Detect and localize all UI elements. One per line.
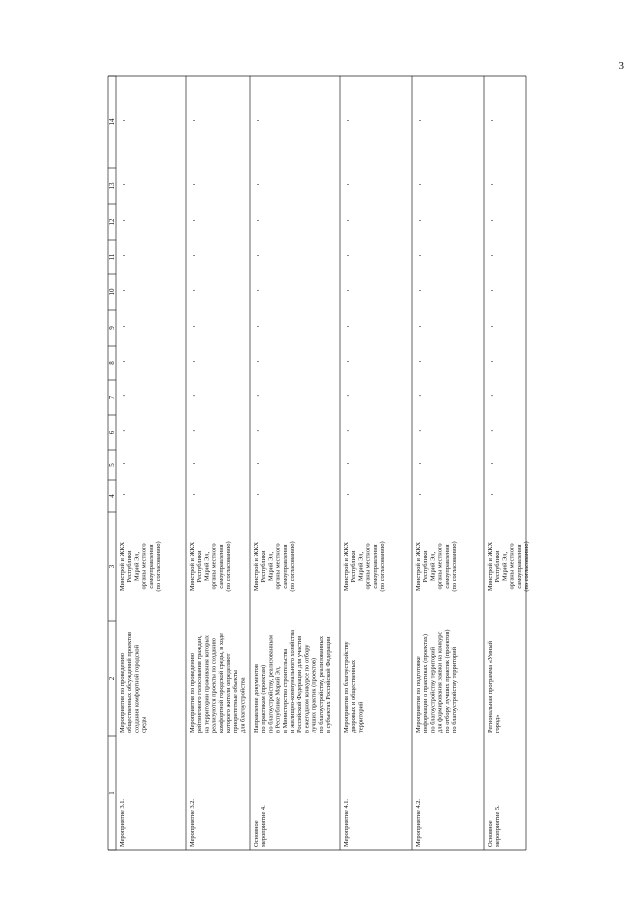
dash-cell: - <box>122 322 126 330</box>
dash-cell: - <box>192 391 196 400</box>
row-executor: Минстрой и ЖКХРеспубликиМарий Эл,органы местногосамоуправления(по согласованию) <box>119 541 162 592</box>
dash-cell: - <box>418 459 422 467</box>
dash-cell: - <box>418 216 422 224</box>
dash-cell: - <box>256 391 260 400</box>
dash-cell: - <box>490 426 494 435</box>
table-row <box>253 116 332 847</box>
column-header-6: 6 <box>108 430 116 435</box>
dash-cell: - <box>346 357 350 365</box>
row-description: Региональная программа «Умныйгород» <box>487 640 502 733</box>
dash-cell: - <box>346 459 350 467</box>
dash-cell: - <box>490 180 494 188</box>
column-header-9: 9 <box>108 326 116 330</box>
column-header-10: 10 <box>108 288 116 296</box>
row-executor: Минстрой и ЖКХРеспубликиМарий Эл,органы местногосамоуправления(по согласованию) <box>253 541 296 592</box>
dash-cell: - <box>256 490 260 498</box>
dash-cell: - <box>256 216 260 224</box>
column-header-5: 5 <box>108 463 116 467</box>
dash-cell: - <box>192 116 196 124</box>
dash-cell: - <box>490 251 494 259</box>
row-description: Мероприятия по подготовкеинформации о практиках (проектах)по благоустройству территорийдля формирования заявки на конкурспо отбору лучших практик (проектов)по благоустройству территорий <box>415 629 458 733</box>
dash-cell: - <box>346 490 350 498</box>
table-row <box>189 116 246 847</box>
dash-cell: - <box>256 286 260 294</box>
dash-cell: - <box>122 251 126 259</box>
dash-cell: - <box>346 216 350 224</box>
column-header-2: 2 <box>108 676 116 681</box>
dash-cell: - <box>418 180 422 188</box>
row-description: Мероприятия по проведениюрейтингового голосования граждан,на территории проживания которыхреализуются проекты по созданиюкомфортной городской среды, в ходекоторого жители определяютприоритетные объектыдля благоустройства <box>189 633 247 733</box>
dash-cell: - <box>122 490 126 498</box>
dash-cell: - <box>418 490 422 498</box>
dash-cell: - <box>256 251 260 259</box>
dash-cell: - <box>346 426 350 435</box>
dash-cell: - <box>346 286 350 294</box>
dash-cell: - <box>490 322 494 330</box>
row-code: Мероприятие 4.1. <box>343 798 350 847</box>
dash-cell: - <box>192 180 196 188</box>
column-header-3: 3 <box>108 564 116 569</box>
column-header-8: 8 <box>108 361 116 365</box>
dash-cell: - <box>192 322 196 330</box>
dash-cell: - <box>490 216 494 224</box>
row-executor: Минстрой и ЖКХРеспубликиМарий Эл,органы местногосамоуправления(по согласованию) <box>415 541 458 592</box>
row-description: Мероприятия по проведениюобщественных обсуждений проектовсоздания комфортной городскойсреды <box>119 631 148 733</box>
dash-cell: - <box>418 357 422 365</box>
dash-cell: - <box>418 322 422 330</box>
dash-cell: - <box>346 180 350 188</box>
dash-cell: - <box>418 286 422 294</box>
dash-cell: - <box>346 116 350 124</box>
dash-cell: - <box>346 391 350 400</box>
dash-cell: - <box>418 391 422 400</box>
dash-cell: - <box>192 357 196 365</box>
dash-cell: - <box>192 286 196 294</box>
dash-cell: - <box>490 490 494 498</box>
table-row <box>343 116 386 847</box>
dash-cell: - <box>490 357 494 365</box>
row-code: Основноемероприятие 4. <box>253 805 268 847</box>
dash-cell: - <box>418 426 422 435</box>
row-description: Мероприятия по благоустройствудворовых и общественныхтерриторий <box>343 641 365 733</box>
dash-cell: - <box>122 116 126 124</box>
dash-cell: - <box>346 322 350 330</box>
dash-cell: - <box>346 251 350 259</box>
table-row <box>487 116 530 847</box>
table-row <box>119 116 162 847</box>
row-executor: Минстрой и ЖКХРеспубликиМарий Эл,органы местногосамоуправления(по согласованию) <box>487 541 530 592</box>
dash-cell: - <box>122 357 126 365</box>
column-header-7: 7 <box>108 395 116 400</box>
dash-cell: - <box>256 426 260 435</box>
row-description: Направление документовпо практикам (проектам)по благоустройству, реализованнымв Республике Марий Эл,в Министерство строительстваи жилищно-коммунального хозяйстваРоссийской Федерации для участияв ежегодном конкурсе по отборулучших практик (проектов)по благоустройству, реализованныхв субъектах Российской Федерации <box>253 630 332 733</box>
dash-cell: - <box>256 322 260 330</box>
dash-cell: - <box>122 459 126 467</box>
column-header-4: 4 <box>108 494 116 498</box>
row-executor: Минстрой и ЖКХРеспубликиМарий Эл,органы местногосамоуправления(по согласованию) <box>189 541 232 592</box>
column-header-11: 11 <box>108 253 116 261</box>
dash-cell: - <box>256 116 260 124</box>
dash-cell: - <box>122 426 126 435</box>
row-code: Мероприятие 3.1. <box>119 798 126 847</box>
dash-cell: - <box>490 459 494 467</box>
column-header-13: 13 <box>108 182 116 190</box>
dash-cell: - <box>256 459 260 467</box>
dash-cell: - <box>122 180 126 188</box>
row-code: Мероприятие 3.2. <box>189 798 196 847</box>
dash-cell: - <box>192 216 196 224</box>
dash-cell: - <box>490 391 494 400</box>
row-code: Основноемероприятие 5. <box>487 805 502 847</box>
row-executor: Минстрой и ЖКХРеспубликиМарий Эл,органы местногосамоуправления(по согласованию) <box>343 541 386 592</box>
dash-cell: - <box>122 216 126 224</box>
table-row <box>415 116 458 847</box>
dash-cell: - <box>192 426 196 435</box>
dash-cell: - <box>122 286 126 294</box>
column-headers <box>108 118 116 795</box>
row-code: Мероприятие 4.2. <box>415 798 422 847</box>
page-number: 3 <box>618 60 624 72</box>
column-header-1: 1 <box>108 791 116 795</box>
dash-cell: - <box>418 251 422 259</box>
dash-cell: - <box>192 490 196 498</box>
dash-cell: - <box>122 391 126 400</box>
dash-cell: - <box>490 286 494 294</box>
dash-cell: - <box>192 459 196 467</box>
dash-cell: - <box>490 116 494 124</box>
dash-cell: - <box>192 251 196 259</box>
dash-cell: - <box>256 357 260 365</box>
column-header-12: 12 <box>108 218 116 226</box>
dash-cell: - <box>256 180 260 188</box>
dash-cell: - <box>418 116 422 124</box>
column-header-14: 14 <box>108 118 116 126</box>
